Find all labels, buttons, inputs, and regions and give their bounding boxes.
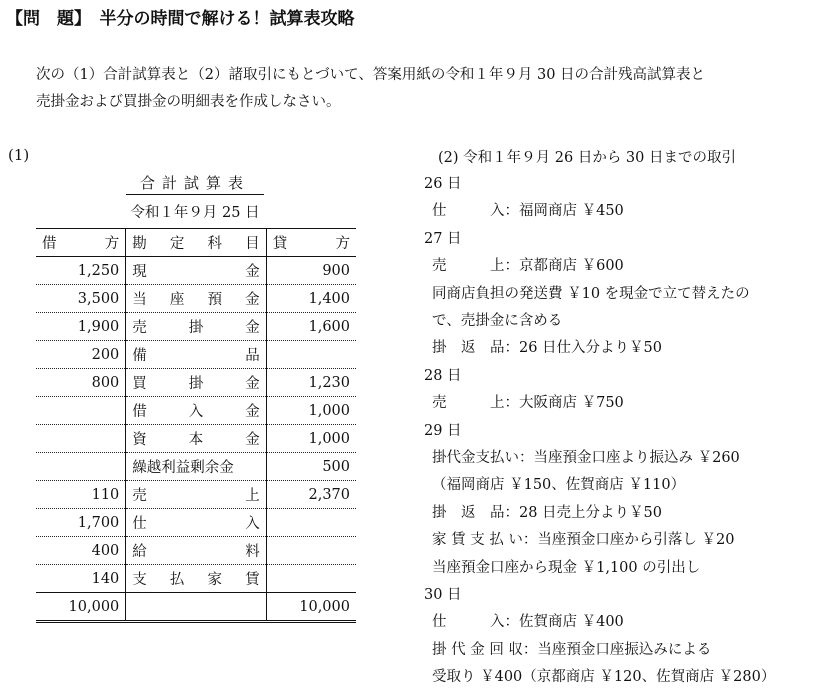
char: 座 [169, 292, 185, 308]
char: 金 [245, 432, 260, 448]
credit-amount: 500 [266, 453, 356, 481]
table-row [36, 481, 356, 509]
debit-amount: 1,250 [36, 257, 126, 285]
transaction-line: 家 賃 支 払 い：当座預金口座から引落し ￥20 [432, 532, 735, 549]
table-row [36, 341, 356, 369]
char: 金 [245, 264, 260, 280]
credit-amount: 1,600 [266, 313, 356, 341]
debit-amount: 200 [36, 341, 126, 369]
transaction-line: 受取り ￥400（京都商店 ￥120、佐賀商店 ￥280） [432, 669, 776, 686]
debit-amount [36, 397, 126, 425]
char: 借 [132, 404, 147, 420]
instruction-line-2: 売掛金および買掛金の明細表を作成しなさい。 [36, 94, 341, 110]
transaction-line: 掛代金支払い：当座預金口座より振込み ￥260 [432, 450, 740, 466]
debit-amount: 110 [36, 481, 126, 509]
table-row [36, 565, 356, 593]
credit-amount [266, 341, 356, 369]
transaction-line: で、売掛金に含める [432, 313, 563, 329]
debit-amount: 800 [36, 369, 126, 397]
credit-amount: 1,400 [266, 285, 356, 313]
account-name [126, 313, 266, 341]
debit-header [36, 229, 126, 257]
char: 上 [245, 488, 260, 504]
char: 給 [132, 544, 147, 560]
transaction-line: 当座預金口座から現金 ￥1,100 の引出し [432, 559, 701, 576]
table-row [36, 313, 356, 341]
char: 支 [132, 572, 147, 588]
account-name [126, 397, 266, 425]
debit-amount: 400 [36, 537, 126, 565]
credit-amount [266, 565, 356, 593]
trial-balance-table [36, 228, 356, 623]
credit-amount [266, 537, 356, 565]
debit-amount: 3,500 [36, 285, 126, 313]
char: 本 [188, 432, 204, 448]
problem-heading: 【問 題】 半分の時間で解ける！試算表攻略 [6, 9, 355, 29]
account-name [126, 341, 266, 369]
char: 金 [245, 376, 260, 392]
debit-amount [36, 453, 126, 481]
account-name [126, 481, 266, 509]
total-debit: 10,000 [36, 593, 126, 622]
char: 勘 [132, 236, 147, 252]
trial-balance-date: 令和１年９月 25 日 [130, 205, 260, 221]
char: 金 [245, 404, 260, 420]
char: 貸 [272, 236, 288, 252]
table-row [36, 537, 356, 565]
transaction-line: 仕 入：福岡商店 ￥450 [432, 203, 624, 220]
table-row [36, 453, 356, 481]
table-row [36, 285, 356, 313]
account-name [126, 453, 266, 481]
table-row [36, 257, 356, 285]
credit-amount: 1,000 [266, 425, 356, 453]
transaction-date: 30 日 [424, 587, 462, 603]
credit-amount: 1,000 [266, 397, 356, 425]
trial-balance-title: 合計試算表 [126, 172, 264, 195]
account-name [126, 369, 266, 397]
credit-header [266, 229, 356, 257]
char: 家 [207, 572, 223, 588]
table-row [36, 397, 356, 425]
debit-amount: 140 [36, 565, 126, 593]
transaction-line: 売 上：京都商店 ￥600 [432, 258, 624, 275]
total-credit: 10,000 [266, 593, 356, 622]
char: 方 [104, 236, 120, 252]
credit-amount: 1,230 [266, 369, 356, 397]
transaction-line: 掛 返 品：28 日売上分より￥50 [432, 504, 663, 521]
char: 備 [132, 348, 147, 364]
credit-amount: 2,370 [266, 481, 356, 509]
account-name [126, 425, 266, 453]
account-header [126, 229, 266, 257]
char: 掛 [188, 376, 204, 392]
total-account-blank [126, 593, 266, 622]
char: 売 [132, 320, 147, 336]
account-name [126, 565, 266, 593]
account-name [126, 257, 266, 285]
credit-amount: 900 [266, 257, 356, 285]
char: 当 [132, 292, 147, 308]
debit-amount [36, 425, 126, 453]
transaction-line: 同商店負担の発送費 ￥10 を現金で立て替えたの [432, 285, 750, 302]
char: 資 [132, 432, 147, 448]
account-name [126, 537, 266, 565]
transaction-line: 掛 返 品：26 日仕入分より￥50 [432, 340, 663, 357]
char: 現 [132, 264, 147, 280]
instruction-line-1: 次の（1）合計試算表と（2）諸取引にもとづいて、答案用紙の令和１年９月 30 日の合計残高試算表と [36, 67, 706, 83]
credit-amount [266, 509, 356, 537]
char: 品 [245, 348, 260, 364]
char: 借 [42, 236, 57, 252]
char: 定 [169, 236, 185, 252]
char: 預 [207, 292, 223, 308]
char: 科 [207, 236, 223, 252]
transaction-line: 掛 代 金 回 収：当座預金口座振込みによる [432, 641, 712, 658]
transaction-line: 仕 入：佐賀商店 ￥400 [432, 614, 624, 631]
char: 金 [245, 292, 260, 308]
char: 入 [188, 404, 204, 420]
total-row [36, 593, 356, 622]
char: 料 [245, 544, 260, 560]
transaction-date: 27 日 [424, 230, 462, 247]
char: 買 [132, 376, 147, 392]
char: 入 [245, 516, 260, 532]
table-row [36, 369, 356, 397]
transaction-line: （福岡商店 ￥150、佐賀商店 ￥110） [432, 477, 686, 494]
account-name [126, 509, 266, 537]
part1-label: (1) [8, 146, 30, 164]
transaction-date: 29 日 [424, 422, 462, 439]
account-name [126, 285, 266, 313]
char: 仕 [132, 516, 147, 532]
debit-amount: 1,900 [36, 313, 126, 341]
char: 掛 [188, 320, 204, 336]
transaction-line: 売 上：大阪商店 ￥750 [432, 395, 624, 412]
char: 繰越利益剰余金 [132, 460, 234, 476]
transactions-title: (2) 令和１年９月 26 日から 30 日までの取引 [438, 150, 736, 166]
char: 賃 [245, 572, 260, 588]
table-row [36, 509, 356, 537]
char: 金 [245, 320, 260, 336]
debit-amount: 1,700 [36, 509, 126, 537]
transaction-date: 28 日 [424, 367, 462, 384]
table-row [36, 425, 356, 453]
char: 方 [335, 236, 350, 252]
char: 目 [245, 236, 260, 252]
table-header-row [36, 229, 356, 257]
char: 払 [169, 572, 185, 588]
char: 売 [132, 488, 147, 504]
transaction-date: 26 日 [424, 176, 462, 192]
